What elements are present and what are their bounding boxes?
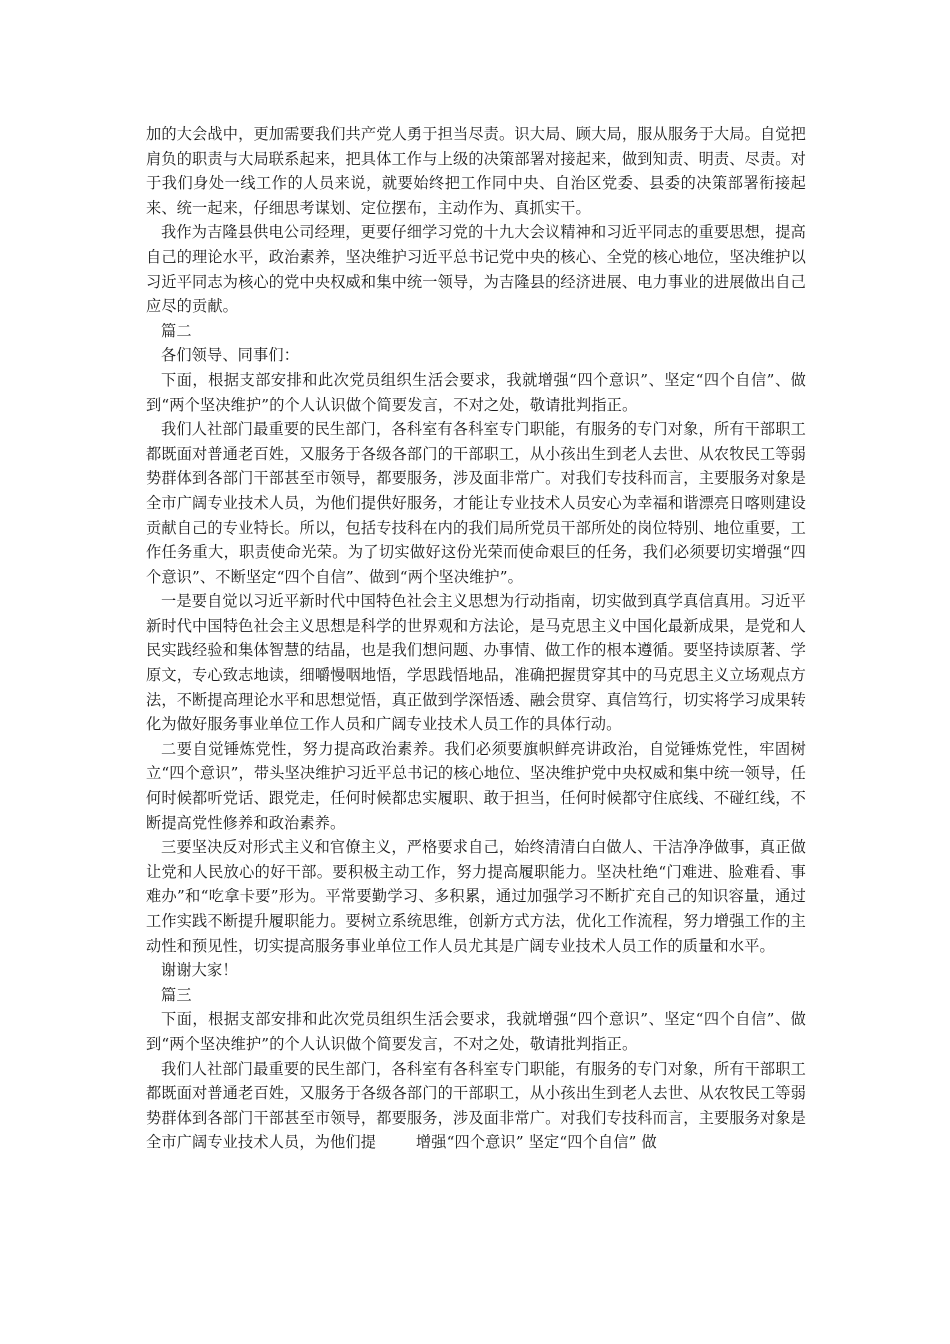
- paragraph: 我作为吉隆县供电公司经理，更要仔细学习党的十九大会议精神和习近平同志的重要思想，提高自己的理论水平，政治素养，坚决维护习近平总书记党中央的核心、全党的核心地位，坚决维护以习近平同志为核心的党中央权威和集中统一领导，为吉隆县的经济进展、电力事业的进展做出自己应尽的贡献。: [146, 223, 806, 316]
- section-heading-2: 篇二: [161, 321, 192, 340]
- paragraph-truncated: [146, 1057, 806, 1155]
- paragraph: 一是要自觉以习近平新时代中国特色社会主义思想为行动指南，切实做到真学真信真用。习近平新时代中国特色社会主义思想是科学的世界观和方法论，是马克思主义中国化最新成果，是党和人民实践经验和集体智慧的结晶，也是我们想问题、办事情、做工作的根本遵循。要坚持读原著、学原文，专心致志地读，细嚼慢咽地悟，学思践悟地品，准确把握贯穿其中的马克思主义立场观点方法，不断提高理论水平和思想觉悟，真正做到学深悟透、融会贯穿、真信笃行，切实将学习成果转化为做好服务事业单位工作人员和广阔专业技术人员工作的具体行动。: [146, 592, 806, 734]
- closing-thanks: 谢谢大家！: [161, 961, 238, 980]
- document-body: [146, 122, 806, 1155]
- paragraph: 下面，根据支部安排和此次党员组织生活会要求，我就增强“四个意识”、坚定“四个自信”、做到“两个坚决维护”的个人认识做个简要发言，不对之处，敬请批判指正。: [146, 1010, 806, 1053]
- paragraph: 下面，根据支部安排和此次党员组织生活会要求，我就增强“四个意识”、坚定“四个自信”、做到“两个坚决维护”的个人认识做个简要发言，不对之处，敬请批判指正。: [146, 370, 806, 414]
- paragraph: 三要坚决反对形式主义和官僚主义，严格要求自己，始终清清白白做人、干洁净净做事，真正做让党和人民放心的好干部。要积极主动工作，努力提高履职能力。坚决杜绝“门难进、脸难看、事难办”和“吃拿卡要”形为。平常要勤学习、多积累，通过加强学习不断扩充自己的知识容量，通过工作实践不断提升履职能力。要树立系统思维，创新方式方法，优化工作流程，努力增强工作的主动性和预见性，切实提高服务事业单位工作人员尤其是广阔专业技术人员工作的质量和水平。: [146, 838, 806, 955]
- paragraph: 二要自觉锤炼党性，努力提高政治素养。我们必须要旗帜鲜亮讲政治，自觉锤炼党性，牢固树立“四个意识”，带头坚决维护习近平总书记的核心地位、坚决维护党中央权威和集中统一领导，任何时候都听党话、跟党走，任何时候都忠实履职、敢于担当，任何时候都守住底线、不碰红线，不断提高党性修养和政治素养。: [146, 739, 807, 832]
- paragraph-truncated-text: 我们人社部门最重要的民生部门，各科室有各科室专门职能，有服务的专门对象，所有干部职工都既面对普通老百姓，又服务于各级各部门的干部职工，从小孩出生到老人去世、从农牧民工等弱势群体到各部门干部甚至市领导，都要服务，涉及面非常广。对我们专技科而言，主要服务对象是全市广阔专业技术人员，为他们提: [146, 1059, 806, 1152]
- paragraph-continuation: 加的大会战中，更加需要我们共产党人勇于担当尽责。识大局、顾大局，服从服务于大局。自觉把肩负的职责与大局联系起来，把具体工作与上级的决策部署对接起来，做到知责、明责、尽责。对于我们身处一线工作的人员来说，就要始终把工作同中央、自治区党委、县委的决策部署衔接起来、统一起来，仔细思考谋划、定位摆布，主动作为、真抓实干。: [146, 125, 806, 217]
- section-heading-3: 篇三: [161, 985, 192, 1004]
- paragraph: 我们人社部门最重要的民生部门，各科室有各科室专门职能，有服务的专门对象，所有干部职工都既面对普通老百姓，又服务于各级各部门的干部职工，从小孩出生到老人去世、从农牧民工等弱势群体到各部门干部甚至市领导，都要服务，涉及面非常广。对我们专技科而言，主要服务对象是全市广阔专业技术人员，为他们提供好服务，才能让专业技术人员安心为幸福和谐漂亮日喀则建设贡献自己的专业特长。所以，包括专技科在内的我们局所党员干部所处的岗位特别、地位重要，工作任务重大，职责使命光荣。为了切实做好这份光荣而使命艰巨的任务，我们必须要切实增强“四个意识”、不断坚定“四个自信”、做到“两个坚决维护”。: [146, 420, 806, 586]
- salutation: 各们领导、同事们：: [161, 346, 300, 365]
- trailing-fragment: 增强“四个意识” 坚定“四个自信” 做: [415, 1133, 657, 1152]
